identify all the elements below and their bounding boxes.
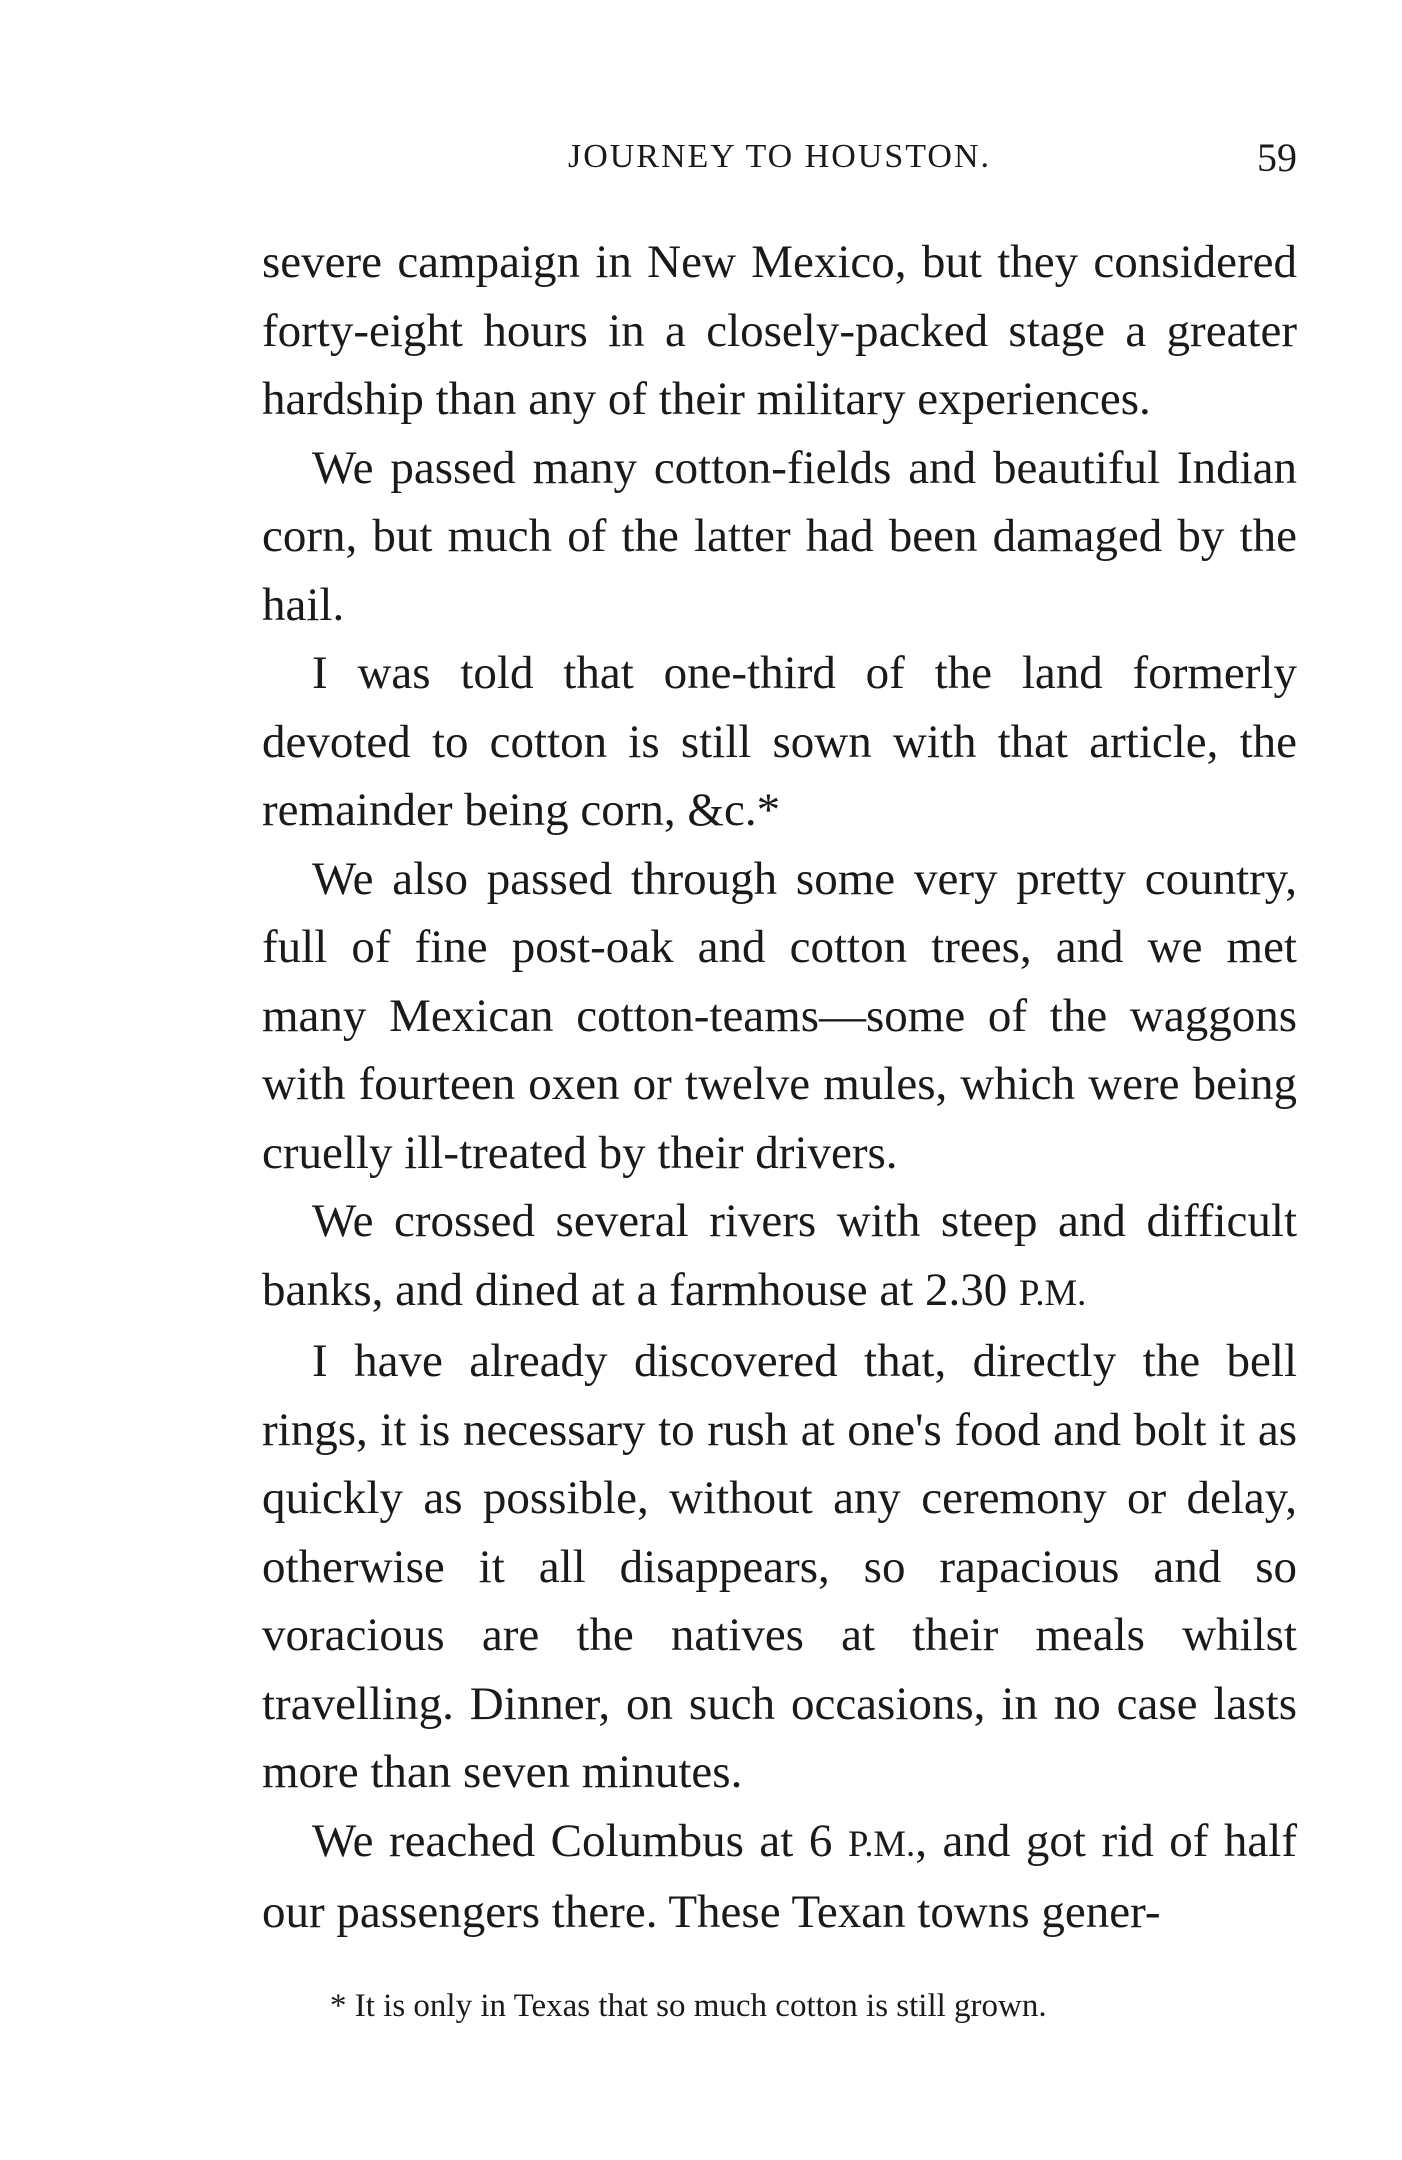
paragraph-columbus-text-a: We reached Columbus at 6 (312, 1814, 833, 1867)
paragraph-pretty-country: We also passed through some very pretty country, full of fine post-oak and cotton trees, and we met many Mexican cotton-teams—some of the waggons with fourteen oxen or twelve mules, which were being cruelly ill-treated by their drivers. (262, 852, 1297, 1179)
footnote: * It is only in Texas that so much cotton is still grown. (330, 1988, 1047, 2024)
page-header (262, 135, 1297, 198)
body-text (262, 228, 1297, 1947)
running-title: JOURNEY TO HOUSTON. (567, 138, 992, 175)
paragraph-land-devoted: I was told that one-third of the land formerly devoted to cotton is still sown with that article, the remainder being corn, &c.* (262, 647, 1297, 836)
paragraph-continued: severe campaign in New Mexico, but they considered forty-eight hours in a closely-packed stage a greater hardship than any of their military experiences. (262, 236, 1297, 425)
paragraph-columbus (262, 1807, 1297, 1947)
paragraph-cotton-fields: We passed many cotton-fields and beautiful Indian corn, but much of the latter had been damaged by the hail. (262, 441, 1297, 631)
paragraph-crossed-rivers (262, 1187, 1297, 1327)
page-number: 59 (1257, 135, 1297, 180)
paragraph-crossed-rivers-text: We crossed several rivers with steep and difficult banks, and dined at a farmhouse at 2.30 (262, 1195, 1297, 1316)
paragraph-bell-rings: I have already discovered that, directly the bell rings, it is necessary to rush at one's food and bolt it as quickly as possible, without any ceremony or delay, otherwise it all disappears, so rapacious and so voracious are the natives at their meals whilst travelling. Dinner, on such occasions, in no case lasts more than seven minutes. (262, 1335, 1297, 1798)
time-suffix: P.M. (847, 1822, 916, 1864)
paragraph-columbus-text-b: , and got rid of half our passengers there. These Texan towns gener- (262, 1814, 1297, 1938)
time-suffix: P.M. (1019, 1271, 1087, 1313)
